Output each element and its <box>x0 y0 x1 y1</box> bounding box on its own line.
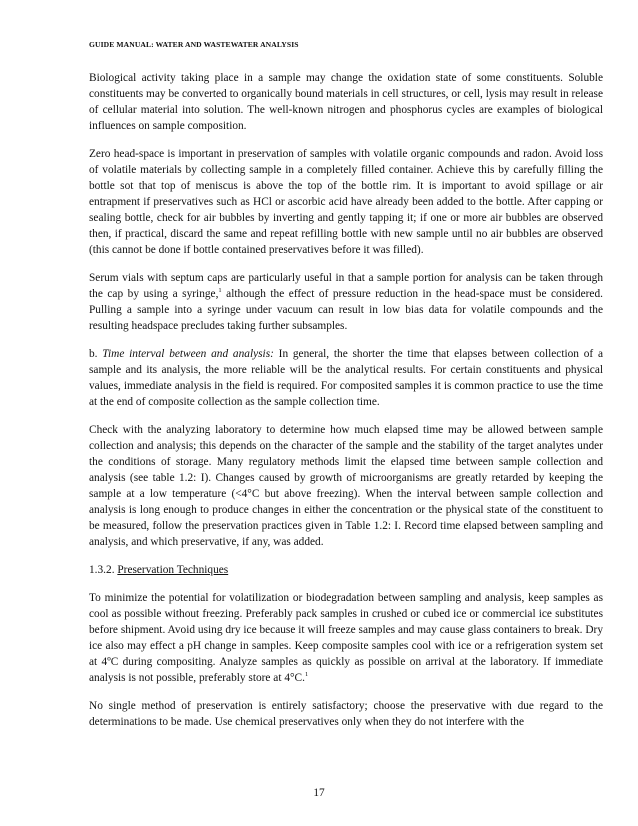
page-number: 17 <box>313 787 325 799</box>
document-body <box>89 70 603 741</box>
footnote-reference: 1 <box>218 287 222 295</box>
paragraph-text: To minimize the potential for volatilization or biodegradation between sampling and analysis, keep samples as cool as possible without freezing. Preferably pack samples in crushed or cubed ice or commercial ice substitutes before shipment. Avoid using dry ice because it will freeze samples and may cause glass containers to break. Dry ice also may effect a pH change in samples. Keep composite samples cool with ice or a refrigeration system set at 4ºC during compositing. Analyze samples as quickly as possible on arrival at the laboratory. If immediate analysis is not possible, preferably store at 4°C. <box>89 591 603 685</box>
paragraph-serum-vials <box>89 270 603 334</box>
paragraph-analyzing-laboratory: Check with the analyzing laboratory to determine how much elapsed time may be allowed between sample collection and analysis; this depends on the character of the sample and the stability of the target analytes under the conditions of storage. Many regulatory methods limit the elapsed time between sample collection and analysis (see table 1.2: I). Changes caused by growth of microorganisms are greatly retarded by keeping the sample at a low temperature (<4°C but above freezing). When the interval between sample collection and analysis is long enough to produce changes in either the concentration or the physical state of the constituent to be measured, follow the preservation practices given in Table 1.2: I. Record time elapsed between sampling and analysis, and which preservative, if any, was added. <box>89 423 603 549</box>
running-header: GUIDE MANUAL: WATER AND WASTEWATER ANALYSIS <box>89 40 299 49</box>
paragraph-no-single-method: No single method of preservation is entirely satisfactory; choose the preservative with due regard to the determinations to be made. Use chemical preservatives only when they do not interfere with the <box>89 699 603 728</box>
subsection-title: Time interval between and analysis: <box>102 347 274 360</box>
paragraph-text: although the effect of pressure reduction in the head-space must be considered. Pulling a sample into a syringe under vacuum can result in low bias data for volatile compounds and the resulting headspace precludes taking further subsamples. <box>89 288 603 333</box>
paragraph-biological-activity: Biological activity taking place in a sample may change the oxidation state of some constituents. Soluble constituents may be converted to organically bound materials in cell structures, or cell, lysis may result in release of cellular material into solution. The well-known nitrogen and phosphorus cycles are examples of biological influences on sample composition. <box>89 72 603 133</box>
section-number: 1.3.2. <box>89 564 118 577</box>
footnote-reference: 1 <box>304 671 309 679</box>
section-heading <box>89 562 603 578</box>
paragraph-text: In general, the shorter the time that elapses between collection of a sample and its analysis, the more reliable will be the analytical results. For certain constituents and physical values, immediate analysis in the field is required. For composited samples it is common practice to use the time at the end of composite collection as the sample collection time. <box>89 347 604 409</box>
paragraph-zero-head-space: Zero head-space is important in preservation of samples with volatile organic compounds and radon. Avoid loss of volatile materials by collecting sample in a completely filled container. Achieve this by carefully filling the bottle sot that top of meniscus is above the top of the bottle rim. It is important to avoid spillage or air entrapment if preservatives such as HCl or ascorbic acid have already been added to the bottle. After capping or sealing bottle, check for air bubbles by inverting and gently tapping it; if one or more air bubbles are observed then, if practical, discard the same and repeat refilling bottle with new sample until no air bubbles are observed (this cannot be done if bottle contained preservatives before it was filled). <box>89 147 603 257</box>
paragraph-minimize-volatilization <box>89 590 603 687</box>
list-label: b. <box>89 347 103 360</box>
paragraph-time-interval <box>89 346 603 410</box>
paragraph-text: Serum vials with septum caps are particularly useful in that a sample portion for analysis can be taken through the cap by using a syringe, <box>89 272 603 301</box>
section-title: Preservation Techniques <box>117 564 229 577</box>
